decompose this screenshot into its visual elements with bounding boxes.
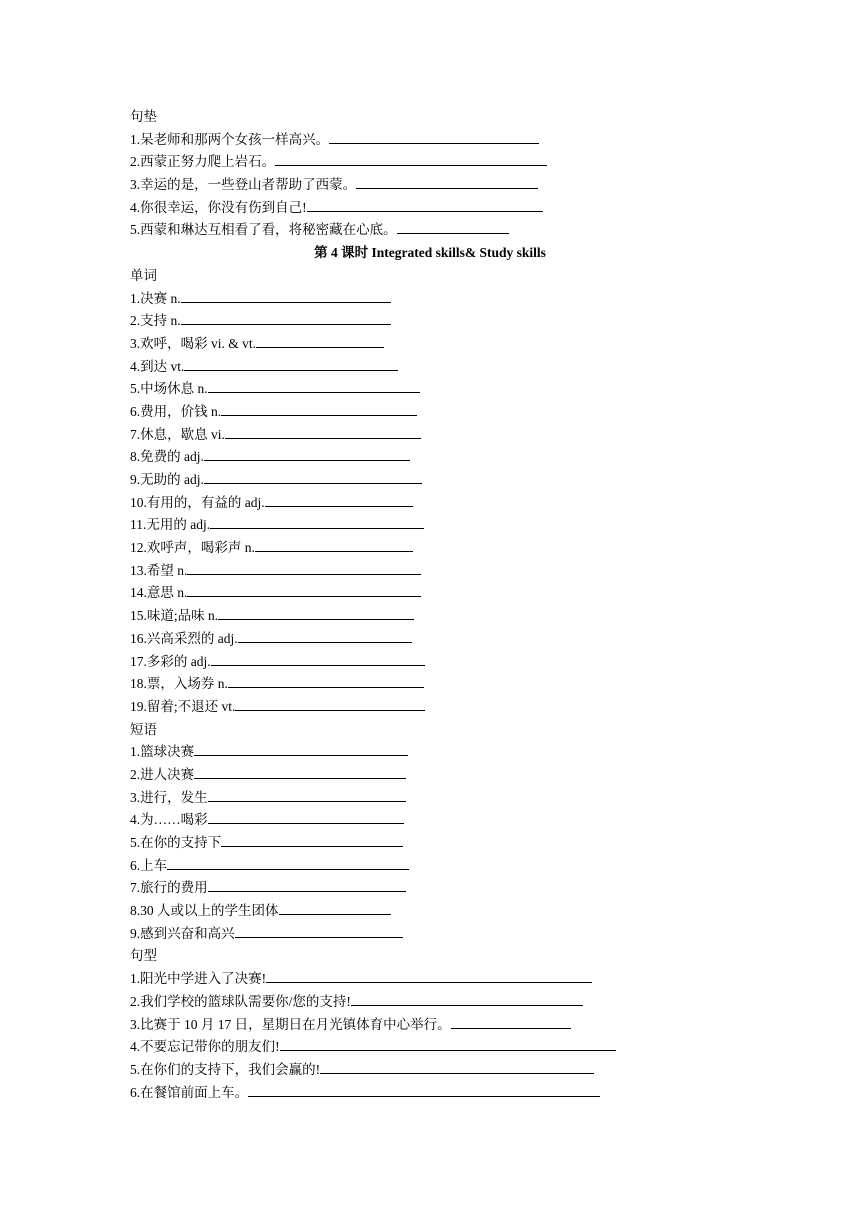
answer-blank[interactable] xyxy=(194,741,408,756)
answer-blank[interactable] xyxy=(208,787,406,802)
list-item: 18.票，入场券 n. xyxy=(130,673,650,696)
answer-blank[interactable] xyxy=(329,129,539,144)
answer-blank[interactable] xyxy=(451,1014,571,1029)
answer-blank[interactable] xyxy=(351,991,583,1006)
list-item: 5.在你们的支持下，我们会赢的! xyxy=(130,1059,650,1082)
answer-blank[interactable] xyxy=(279,900,391,915)
list-item: 4.到达 vt. xyxy=(130,356,650,379)
answer-blank[interactable] xyxy=(181,288,391,303)
list-item: 8.免费的 adj. xyxy=(130,446,650,469)
answer-blank[interactable] xyxy=(208,378,420,393)
list-item: 3.比赛于 10 月 17 日，星期日在月光镇体育中心举行。 xyxy=(130,1014,650,1037)
list-item: 6.费用，价钱 n. xyxy=(130,401,650,424)
list-item: 6.在餐馆前面上车。 xyxy=(130,1082,650,1105)
list-item: 3.幸运的是，一些登山者帮助了西蒙。 xyxy=(130,174,650,197)
answer-blank[interactable] xyxy=(221,401,417,416)
answer-blank[interactable] xyxy=(266,968,592,983)
list-item: 13.希望 n. xyxy=(130,560,650,583)
answer-blank[interactable] xyxy=(181,310,391,325)
answer-blank[interactable] xyxy=(235,696,425,711)
answer-blank[interactable] xyxy=(255,537,413,552)
answer-blank[interactable] xyxy=(210,514,424,529)
answer-blank[interactable] xyxy=(208,877,406,892)
list-item: 6.上车 xyxy=(130,855,650,878)
answer-blank[interactable] xyxy=(208,809,404,824)
answer-blank[interactable] xyxy=(397,219,509,234)
answer-blank[interactable] xyxy=(184,356,398,371)
section-heading-phrases: 短语 xyxy=(130,721,157,737)
answer-blank[interactable] xyxy=(238,628,412,643)
list-item: 1.篮球决赛 xyxy=(130,741,650,764)
list-item: 1.阳光中学进入了决赛! xyxy=(130,968,650,991)
answer-blank[interactable] xyxy=(275,151,547,166)
answer-blank[interactable] xyxy=(225,424,421,439)
answer-blank[interactable] xyxy=(167,855,409,870)
answer-blank[interactable] xyxy=(320,1059,594,1074)
list-item: 5.西蒙和琳达互相看了看，将秘密藏在心底。 xyxy=(130,219,650,242)
list-item: 10.有用的，有益的 adj. xyxy=(130,492,650,515)
answer-blank[interactable] xyxy=(248,1082,600,1097)
list-item: 15.味道;品味 n. xyxy=(130,605,650,628)
answer-blank[interactable] xyxy=(265,492,413,507)
answer-blank[interactable] xyxy=(356,174,538,189)
list-item: 8.30 人或以上的学生团体 xyxy=(130,900,650,923)
answer-blank[interactable] xyxy=(256,333,384,348)
list-item: 4.你很幸运，你没有伤到自己! xyxy=(130,197,650,220)
list-item: 11.无用的 adj. xyxy=(130,514,650,537)
list-item: 2.进人决赛 xyxy=(130,764,650,787)
answer-blank[interactable] xyxy=(211,651,425,666)
list-item: 4.不要忘记带你的朋友们! xyxy=(130,1036,650,1059)
list-item: 3.进行，发生 xyxy=(130,787,650,810)
worksheet xyxy=(130,106,650,1104)
list-item: 1.决赛 n. xyxy=(130,288,650,311)
list-item: 12.欢呼声，喝彩声 n. xyxy=(130,537,650,560)
list-item: 4.为……喝彩 xyxy=(130,809,650,832)
answer-blank[interactable] xyxy=(187,560,421,575)
list-item: 9.感到兴奋和高兴 xyxy=(130,923,650,946)
answer-blank[interactable] xyxy=(221,832,403,847)
list-item: 2.西蒙正努力爬上岩石。 xyxy=(130,151,650,174)
section-heading-sentence-patterns: 句型 xyxy=(130,948,157,964)
section-heading-sentences-review: 句垫 xyxy=(130,109,157,124)
lesson-title: 第 4 课时 Integrated skills& Study skills xyxy=(314,245,546,261)
answer-blank[interactable] xyxy=(204,469,422,484)
answer-blank[interactable] xyxy=(187,582,421,597)
list-item: 7.旅行的费用 xyxy=(130,877,650,900)
answer-blank[interactable] xyxy=(235,923,403,938)
list-item: 1.呆老师和那两个女孩一样高兴。 xyxy=(130,129,650,152)
section-heading-words: 单词 xyxy=(130,267,157,283)
answer-blank[interactable] xyxy=(307,197,543,212)
list-item: 14.意思 n. xyxy=(130,582,650,605)
answer-blank[interactable] xyxy=(228,673,424,688)
list-item: 16.兴高采烈的 adj. xyxy=(130,628,650,651)
answer-blank[interactable] xyxy=(204,446,410,461)
list-item: 5.中场休息 n. xyxy=(130,378,650,401)
list-item: 2.我们学校的篮球队需要你/您的支持! xyxy=(130,991,650,1014)
answer-blank[interactable] xyxy=(194,764,406,779)
list-item: 3.欢呼，喝彩 vi. & vt. xyxy=(130,333,650,356)
answer-blank[interactable] xyxy=(218,605,414,620)
list-item: 9.无助的 adj. xyxy=(130,469,650,492)
list-item: 2.支持 n. xyxy=(130,310,650,333)
answer-blank[interactable] xyxy=(280,1036,616,1051)
list-item: 5.在你的支持下 xyxy=(130,832,650,855)
list-item: 17.多彩的 adj. xyxy=(130,651,650,674)
list-item: 7.休息，歇息 vi. xyxy=(130,424,650,447)
list-item: 19.留着;不退还 vt. xyxy=(130,696,650,719)
